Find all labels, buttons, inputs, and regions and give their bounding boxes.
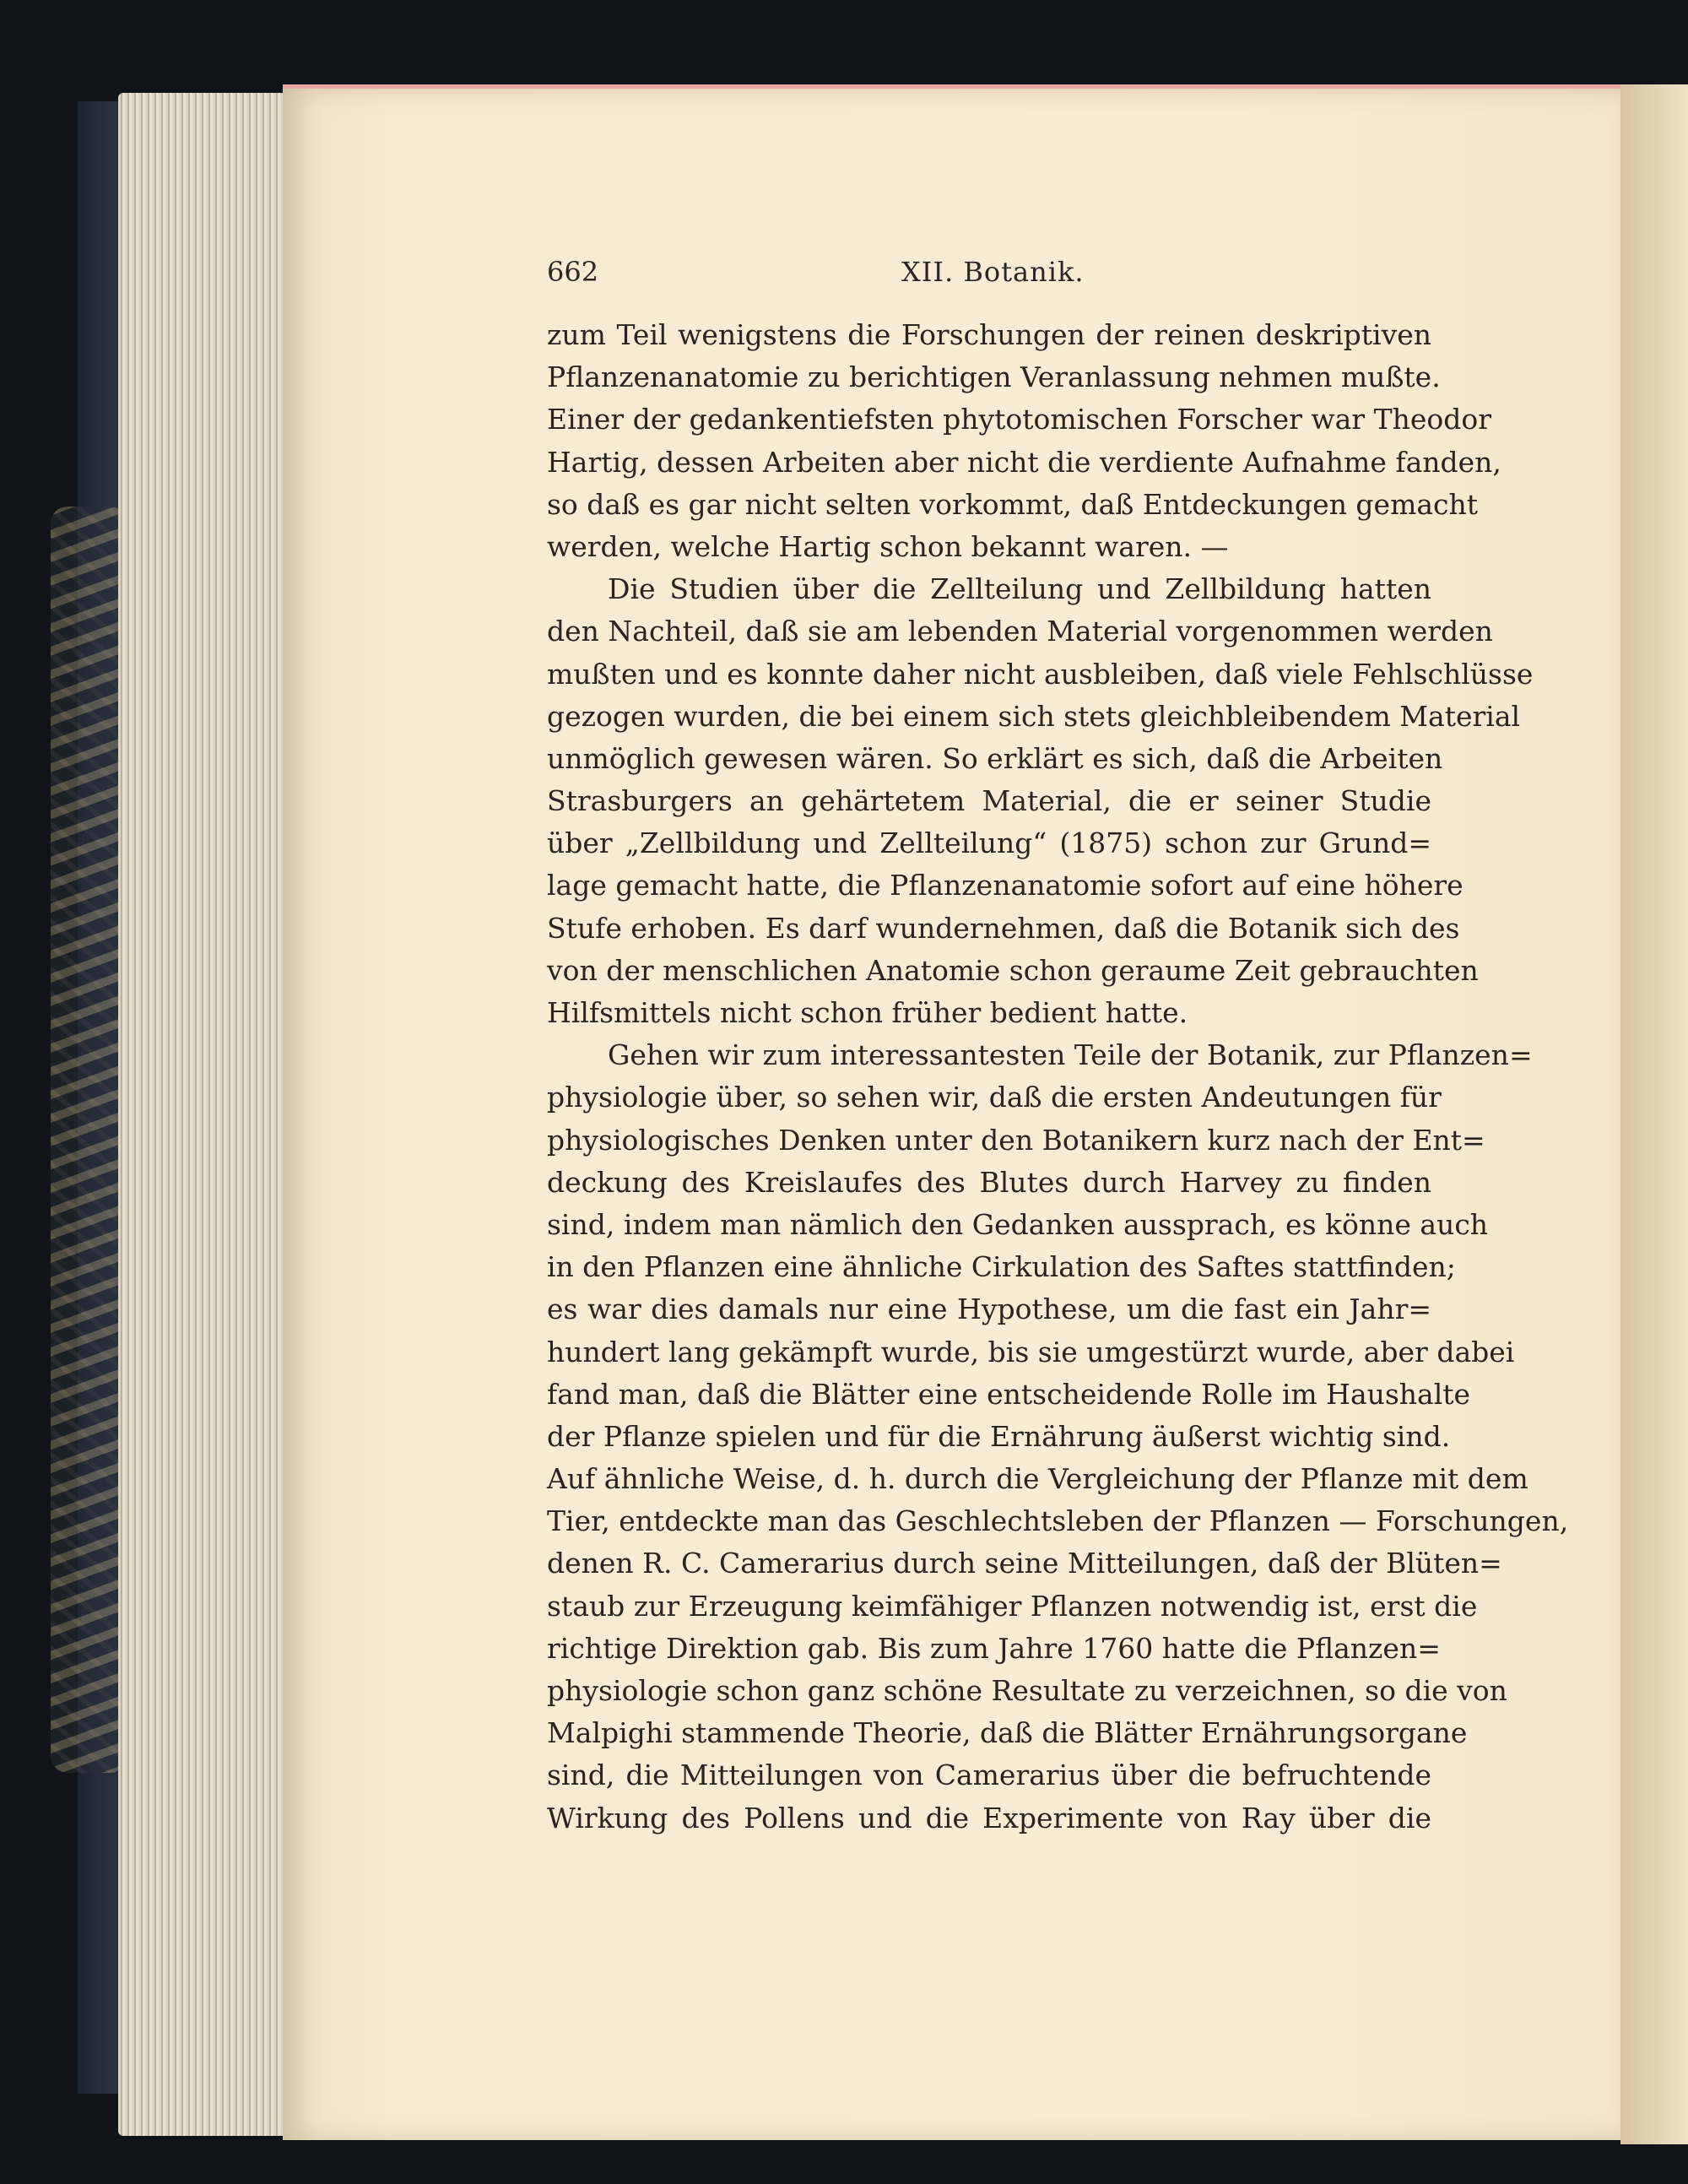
text-line: Die Studien über die Zellteilung und Zellbildung hatten	[608, 572, 1431, 606]
text-line: Wirkung des Pollens und die Experimente von Ray über die	[547, 1801, 1431, 1834]
text-line: physiologie über, so sehen wir, daß die ersten Andeutungen für	[547, 1081, 1442, 1114]
text-line: so daß es gar nicht selten vorkommt, daß Entdeckungen gemacht	[547, 487, 1479, 521]
text-line: fand man, daß die Blätter eine entscheidende Rolle im Haushalte	[547, 1377, 1471, 1411]
text-line: Gehen wir zum interessantesten Teile der Botanik, zur Pflanzen=	[608, 1038, 1533, 1072]
text-line: gezogen wurden, die bei einem sich stets gleichbleibendem Material	[547, 699, 1521, 733]
text-line: staub zur Erzeugung keimfähiger Pflanzen notwendig ist, erst die	[547, 1589, 1478, 1623]
facing-page-edge	[1620, 84, 1688, 2144]
text-line: Tier, entdeckte man das Geschlechtsleben der Pflanzen — Forschungen,	[547, 1504, 1569, 1538]
text-line: von der menschlichen Anatomie schon geraume Zeit gebrauchten	[547, 953, 1479, 987]
text-line: über „Zellbildung und Zellteilung“ (1875) schon zur Grund=	[547, 826, 1431, 860]
text-line: werden, welche Hartig schon bekannt waren. —	[547, 529, 1229, 563]
text-line: Strasburgers an gehärtetem Material, die er seiner Studie	[547, 784, 1431, 818]
text-line: Malpighi stammende Theorie, daß die Blätter Ernährungsorgane	[547, 1716, 1468, 1750]
text-line: sind, die Mitteilungen von Camerarius über die befruchtende	[547, 1759, 1431, 1792]
text-line: den Nachteil, daß sie am lebenden Material vorgenommen werden	[547, 615, 1493, 648]
text-line: physiologisches Denken unter den Botanikern kurz nach der Ent=	[547, 1123, 1485, 1157]
text-line: deckung des Kreislaufes des Blutes durch Harvey zu finden	[547, 1165, 1431, 1199]
text-line: unmöglich gewesen wären. So erklärt es sich, daß die Arbeiten	[547, 741, 1443, 775]
text-line: richtige Direktion gab. Bis zum Jahre 1760 hatte die Pflanzen=	[547, 1631, 1441, 1665]
text-line: denen R. C. Camerarius durch seine Mitteilungen, daß der Blüten=	[547, 1547, 1502, 1580]
text-line: zum Teil wenigstens die Forschungen der reinen deskriptiven	[547, 318, 1431, 351]
running-head: XII. Botanik.	[901, 256, 1085, 288]
page-header	[547, 256, 1431, 298]
text-line: der Pflanze spielen und für die Ernährung äußerst wichtig sind.	[547, 1419, 1451, 1453]
text-line: Hilfsmittels nicht schon früher bedient hatte.	[547, 996, 1188, 1029]
text-line: Einer der gedankentiefsten phytotomischen Forscher war Theodor	[547, 403, 1492, 436]
text-line: es war dies damals nur eine Hypothese, um die fast ein Jahr=	[547, 1293, 1431, 1326]
page-number: 662	[547, 256, 599, 288]
page-edges	[118, 93, 295, 2136]
text-line: in den Pflanzen eine ähnliche Cirkulation des Saftes stattfinden;	[547, 1250, 1456, 1284]
text-line: Auf ähnliche Weise, d. h. durch die Vergleichung der Pflanze mit dem	[547, 1462, 1528, 1496]
text-line: physiologie schon ganz schöne Resultate zu verzeichnen, so die von	[547, 1674, 1507, 1707]
body-text	[547, 314, 1569, 1840]
text-line: mußten und es konnte daher nicht ausbleiben, daß viele Fehlschlüsse	[547, 657, 1534, 691]
text-line: lage gemacht hatte, die Pflanzenanatomie sofort auf eine höhere	[547, 869, 1463, 902]
text-line: sind, indem man nämlich den Gedanken aussprach, es könne auch	[547, 1207, 1489, 1241]
text-line: Stufe erhoben. Es darf wundernehmen, daß die Botanik sich des	[547, 911, 1460, 945]
text-line: hundert lang gekämpft wurde, bis sie umgestürzt wurde, aber dabei	[547, 1335, 1515, 1368]
text-line: Hartig, dessen Arbeiten aber nicht die verdiente Aufnahme fanden,	[547, 445, 1501, 479]
text-line: Pflanzenanatomie zu berichtigen Veranlassung nehmen mußte.	[547, 360, 1441, 394]
marbled-cover-pattern	[51, 507, 127, 1773]
